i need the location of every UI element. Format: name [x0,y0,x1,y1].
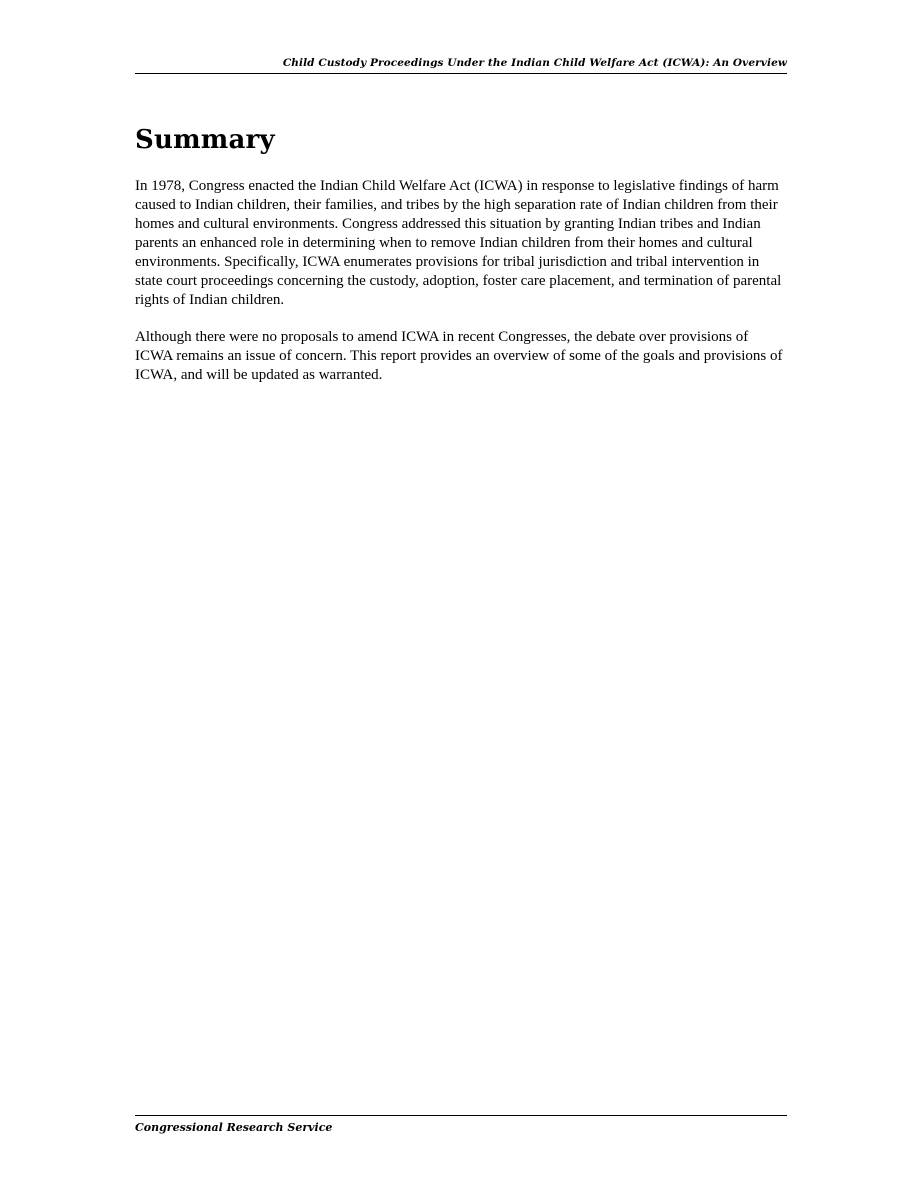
running-footer [135,1115,787,1138]
running-header [135,55,787,74]
summary-paragraph-2: Although there were no proposals to amend ICWA in recent Congresses, the debate over provisions of ICWA remains an issue of concern. This report provides an overview of some of the goals and provisions of ICWA, and will be updated as warranted. [135,329,783,383]
summary-paragraph-1: In 1978, Congress enacted the Indian Child Welfare Act (ICWA) in response to legislative findings of harm caused to Indian children, their families, and tribes by the high separation rate of Indian children from their homes and cultural environments. Congress addressed this situation by granting Indian tribes and Indian parents an enhanced role in determining when to remove Indian children from their homes and cultural environments. Specifically, ICWA enumerates provisions for tribal jurisdiction and tribal intervention in state court proceedings concerning the custody, adoption, foster care placement, and termination of parental rights of Indian children. [135,178,782,308]
footer-organization: Congressional Research Service [135,1121,333,1134]
running-header-title: Child Custody Proceedings Under the Indian Child Welfare Act (ICWA): An Overview [282,57,787,69]
summary-heading: Summary [135,125,275,155]
